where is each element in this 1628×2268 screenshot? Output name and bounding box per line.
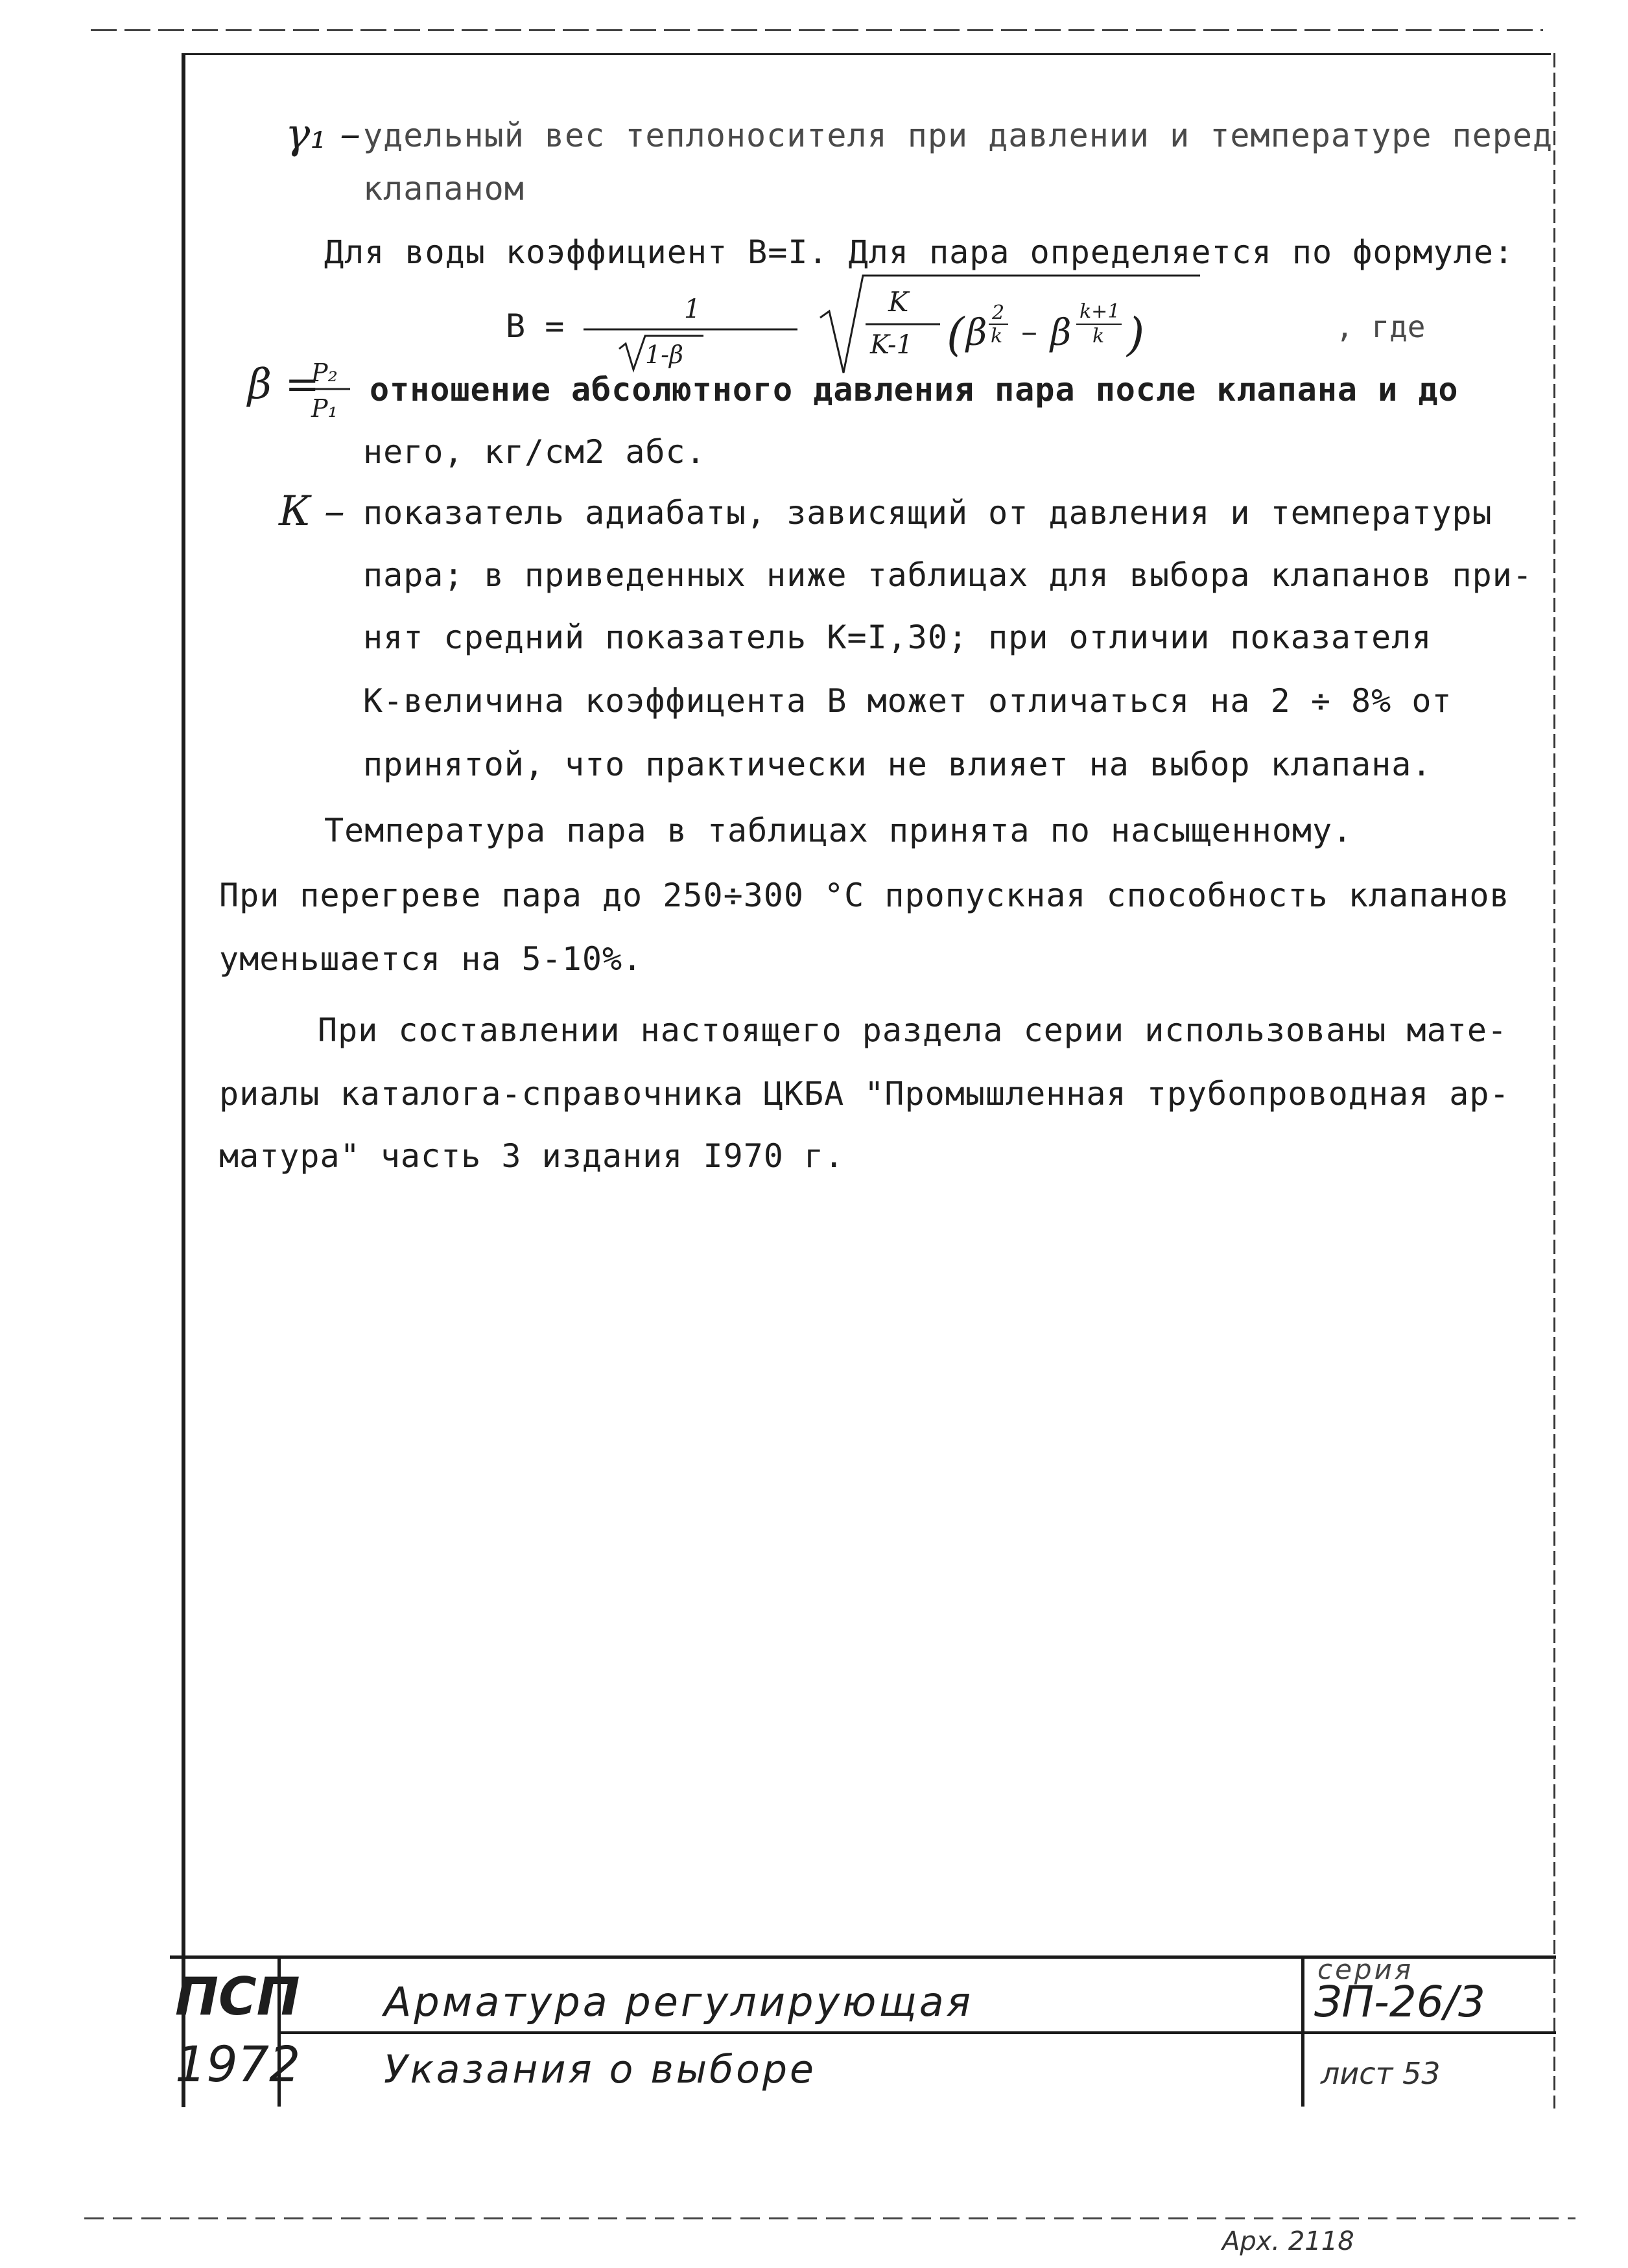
stamp-year: 1972 — [175, 2035, 301, 2093]
svg-text:k: k — [1092, 325, 1105, 348]
top-border-line — [91, 29, 1543, 31]
gamma-symbol: γ₁ – — [285, 110, 361, 158]
svg-text:(: ( — [947, 308, 965, 361]
b-coefficient-formula — [499, 272, 1472, 383]
title-block-row-divider — [279, 2031, 1556, 2034]
page-frame-right-edge — [1553, 53, 1555, 2109]
line-sources-3: матура" часть 3 издания I970 г. — [219, 1137, 845, 1175]
svg-text:β: β — [1050, 312, 1072, 354]
line-k-definition-4: К-величина коэффицента В может отличаться на 2 ÷ 8% от — [363, 682, 1452, 720]
line-k-definition-3: нят средний показатель К=I,30; при отличии показателя — [363, 619, 1432, 656]
svg-text:–: – — [1021, 313, 1037, 350]
bottom-border-line — [84, 2217, 1575, 2219]
line-k-definition-2: пара; в приведенных ниже таблицах для выбора клапанов при- — [363, 556, 1533, 594]
stamp-org: ПСП — [175, 1967, 300, 2027]
line-beta-definition: отношение абсолютного давления пара после клапана и до — [370, 371, 1459, 408]
stamp-title: Арматура регулирующая — [384, 1978, 974, 2026]
line-gamma-definition: удельный вес теплоносителя при давлении и температуре перед — [363, 117, 1553, 154]
beta-symbol: β = — [248, 360, 320, 408]
archive-note: Арх. 2118 — [1222, 2227, 1354, 2256]
formula-lhs: В = — [506, 307, 565, 345]
line-beta-definition-cont: него, кг/см2 абс. — [363, 433, 706, 471]
line-gamma-definition-cont: клапаном — [363, 170, 525, 207]
svg-text:P₁: P₁ — [311, 394, 338, 423]
svg-text:k: k — [991, 325, 1003, 348]
line-superheat-cont: уменьшается на 5-10%. — [219, 940, 643, 978]
stamp-series-value: ЗП-26/3 — [1314, 1977, 1485, 2027]
svg-text:1: 1 — [684, 294, 701, 324]
svg-text:k+1: k+1 — [1079, 300, 1120, 323]
k-symbol: К – — [279, 488, 345, 536]
line-superheat: При перегреве пара до 250÷300 °С пропускная способность клапанов — [219, 877, 1510, 914]
formula-suffix: , где — [1336, 309, 1426, 344]
line-b-coefficient: Для воды коэффициент В=I. Для пара определяется по формуле: — [324, 233, 1515, 271]
stamp-subtitle: Указания о выборе — [384, 2047, 816, 2092]
beta-fraction-p2-p1 — [305, 355, 357, 427]
svg-text:K: K — [888, 286, 909, 318]
svg-text:1-β: 1-β — [645, 340, 683, 369]
line-sources-2: риалы каталога-справочника ЦКБА "Промышленная трубопроводная ар- — [219, 1075, 1510, 1113]
svg-text:): ) — [1127, 308, 1145, 361]
stamp-series-label: серия — [1317, 1954, 1414, 1985]
line-saturated-temperature: Температура пара в таблицах принята по насыщенному. — [324, 812, 1353, 849]
svg-text:β: β — [966, 312, 987, 354]
svg-text:2: 2 — [992, 301, 1005, 324]
svg-text:P₂: P₂ — [311, 359, 338, 387]
title-block — [170, 1955, 1556, 2107]
line-k-definition-5: принятой, что практически не влияет на выбор клапана. — [363, 746, 1432, 783]
stamp-sheet-number: лист 53 — [1321, 2056, 1441, 2091]
line-k-definition-1: показатель адиабаты, зависящий от давления и температуры — [363, 494, 1492, 532]
svg-text:K-1: K-1 — [870, 330, 913, 360]
line-sources-1: При составлении настоящего раздела серии использованы мате- — [318, 1011, 1508, 1049]
